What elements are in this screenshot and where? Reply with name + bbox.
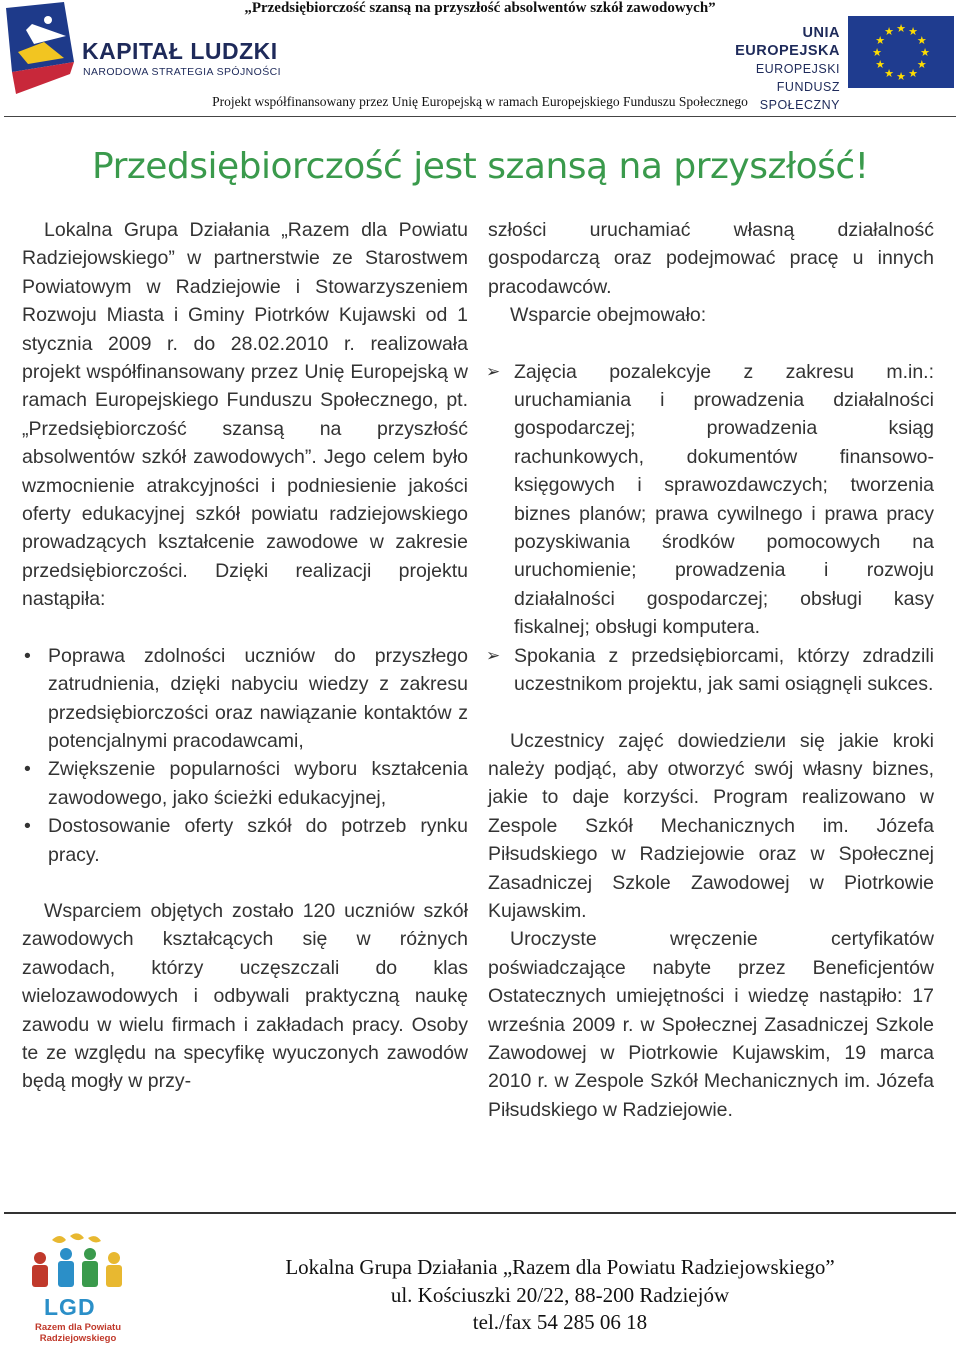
eu-star-icon: ★ <box>896 70 906 83</box>
header-divider <box>4 116 956 117</box>
lgd-figures-icon <box>22 1232 132 1294</box>
eu-star-icon: ★ <box>884 66 894 80</box>
support-list <box>488 358 934 699</box>
intro-paragraph: Lokalna Grupa Działania „Razem dla Powiatu Radziejowskiego” w partnerstwie ze Starostwem Powiatowym w Radziejowie i Stowarzyszeniem Rozwoju Miasta i Gminy Piotrków Kujawski od 1 stycznia 2009 r. do 28.02.2010 r. realizowała projekt współfinansowany przez Unię Europejską w ramach Europejskiego Funduszu Społecznego, pt. „Przedsiębiorczość szansą na przyszłość absolwentów szkół zawodowych”. Jego celem było wzmocnienie atrakcyjności i podniesienie jakości oferty edukacyjnej szkół powiatu radziejowskiego prowadzących kształcenie zawodowe w zakresie przedsiębiorczości. Dzięki realizacji projektu nastąpiła: <box>22 219 468 611</box>
lgd-letters: LGD <box>44 1294 96 1320</box>
eu-star-icon: ★ <box>920 46 930 59</box>
eu-star-icon: ★ <box>916 34 927 47</box>
lgd-logo <box>22 1232 132 1352</box>
eu-star-icon: ★ <box>875 58 886 71</box>
footer-address: ul. Kościuszki 20/22, 88-200 Radziejów <box>390 1282 730 1307</box>
eu-line-1: UNIA EUROPEJSKA <box>735 25 840 59</box>
list-item-text: Zajęcia pozalekcyje z zakresu m.in.: uruchamiania i prowadzenia działalności gospodarczej; prowadzenia ksiąg rachunkowych, dokumentów finansowo-księgowych i sprawozdawczych; tworzenia biznes planów; prawa cywilnego i prawa pracy pozyskiwania środków pomocowych na uruchomienie; prowadzenia i rozwoju działalności gospodarczej; obsługi kasy fiskalnej; obsługi komputera. <box>514 360 934 639</box>
certificates-paragraph: Uroczyste wręczenie certyfikatów poświadczające nabyte przez Beneficjentów Ostatecznych umiejętności i wiedzę nastąpiło: 17 września 2009 r. w Społecznej Zasadniczej Szkole Zawodowej w Piotrkowie Kujawskim, 19 marca 2010 r. w Zespole Szkół Mechanicznych im. Józefa Piłsudskiego w Radziejowie. <box>488 928 934 1121</box>
eu-flag-icon <box>848 16 954 88</box>
eu-line-3: FUNDUSZ SPOŁECZNY <box>759 80 840 112</box>
participants-paragraph: Uczestnicy zajęć dowiedziели się jakie kroki należy podjąć, aby otworzyć swój własny biznes, jakie to daje korzyści. Program realizowano w Zespole Szkół Mechanicznych im. Józefa Piłsudskiego w Radziejowie oraz w Społecznej Zasadniczej Szkole Zawodowej w Piotrkowie Kujawskim. <box>488 729 934 922</box>
list-item-text: Spokania z przedsiębiorcami, którzy zdradzili uczestnikom projektu, jak sami osiągnęli sukces. <box>514 644 934 696</box>
list-item <box>22 642 468 756</box>
eu-star-icon: ★ <box>884 25 894 39</box>
list-item-text: Zwiększenie popularności wyboru kształcenia zawodowego, jako ścieżki edukacyjnej, <box>48 758 468 809</box>
eu-star-icon: ★ <box>908 66 918 80</box>
page-title: Przedsiębiorczość jest szansą na przyszłość! <box>92 146 869 187</box>
eu-line-2: EUROPEJSKI <box>755 62 840 76</box>
closing-paragraph: Wsparciem objętych zostało 120 uczniów szkół zawodowych kształcących się w różnych zawodach, którzy uczęszczali do klas wielozawodowych i odbywali praktyczną naukę zawodu w wielu firmach i zakładach pracy. Osoby te ze względu na specyfikę wyuczonych zawodów będą mogły w przy- <box>22 899 468 1093</box>
eu-star-icon: ★ <box>872 46 882 59</box>
list-item <box>22 812 468 869</box>
left-column <box>22 216 468 1096</box>
list-item-text: Poprawa zdolności uczniów do przyszłego zatrudnienia, dzięki nabyciu wiedzy z zakresu przedsiębiorczości oraz nawiązanie kontaktów z potencjalnymi pracodawcami, <box>48 644 468 752</box>
footer-org: Lokalna Grupa Działania „Razem dla Powiatu Radziejowskiego” <box>285 1255 835 1279</box>
project-title: „Przedsiębiorczość szansą na przyszłość absolwentów szkół zawodowych” <box>244 0 716 16</box>
right-column <box>488 216 934 1124</box>
list-item <box>22 755 468 812</box>
continuation-paragraph: szłości uruchamiać własną działalność gospodarczą oraz podejmować pracę u innych pracodawców. <box>488 219 934 298</box>
kapital-ludzki-subtitle: NARODOWA STRATEGIA SPÓJNOŚCI <box>83 66 281 78</box>
list-item <box>488 642 934 699</box>
eu-logo <box>696 16 958 112</box>
footer-phone: tel./fax 54 285 06 18 <box>472 1310 648 1334</box>
footer-contact <box>180 1254 940 1337</box>
eu-star-icon: ★ <box>916 58 927 71</box>
eu-star-icon: ★ <box>896 22 906 35</box>
eu-star-icon: ★ <box>875 34 886 47</box>
eu-star-icon: ★ <box>908 25 918 39</box>
cofinance-note: Projekt współfinansowany przez Unię Europejską w ramach Europejskiego Funduszu Społecznego <box>212 94 748 109</box>
list-item-text: Dostosowanie oferty szkół do potrzeb rynku pracy. <box>48 815 468 866</box>
support-label: Wsparcie obejmowało: <box>510 304 707 327</box>
footer-divider <box>4 1212 956 1214</box>
lgd-subtitle: Razem dla Powiatu Radziejowskiego <box>34 1322 122 1344</box>
kapital-ludzki-flag-icon <box>4 2 78 94</box>
kapital-ludzki-title: KAPITAŁ LUDZKI <box>82 38 278 64</box>
list-item <box>488 358 934 642</box>
outcomes-list <box>22 642 468 869</box>
page-header <box>0 0 960 118</box>
